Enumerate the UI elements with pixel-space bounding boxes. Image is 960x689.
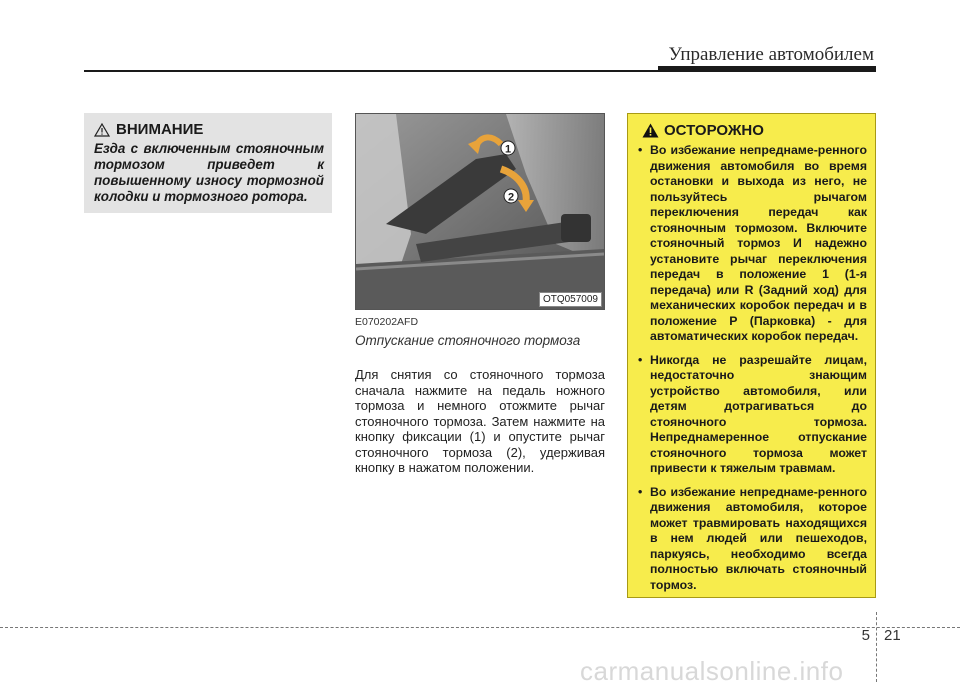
header-rule-accent	[658, 66, 876, 72]
section-ref-code: E070202AFD	[355, 316, 419, 328]
warning-item: • Во избежание непреднаме-ренного движения автомобиля во время остановки и выхода из него, не пользуйтесь рычагом переключения передач как стояночным тормозом. Включите стояночный тормоз И надежно установите рычаг переключения передач в положение 1 (1-я передача) или R (Задний ход) для механических коробок передач и в положение P (Парковка) - для автоматических коробок передач.	[636, 143, 867, 345]
callout-1: 1	[504, 143, 512, 156]
caution-box	[84, 113, 332, 213]
caution-heading	[94, 121, 324, 138]
warning-triangle-icon	[642, 123, 659, 138]
warning-item: • Никогда не разрешайте лицам, недостаточно знающим устройство автомобиля, или детям дотрагиваться до стояночного тормоза. Непреднамеренное отпускание стояночного тормоза может привести к тяжелым травмам.	[636, 353, 867, 477]
parking-brake-illustration	[356, 114, 604, 309]
warning-list	[636, 143, 867, 593]
page-header-title: Управление автомобилем	[668, 44, 874, 65]
caution-title: ВНИМАНИЕ	[116, 121, 204, 138]
footer-rule	[0, 627, 960, 628]
warning-item: • Во избежание непреднаме-ренного движения автомобиля, которое может травмировать находящихся в нем людей или пешеходов, паркуясь, необходимо всегда полностью включать стояночный тормоз.	[636, 485, 867, 594]
section-title: Отпускание стояночного тормоза	[355, 333, 581, 348]
warning-triangle-icon	[94, 123, 110, 137]
warning-box	[627, 113, 876, 598]
figure-code: OTQ057009	[539, 292, 602, 307]
callout-2: 2	[507, 191, 515, 204]
warning-heading	[642, 122, 867, 139]
warning-title: ОСТОРОЖНО	[664, 122, 764, 139]
caution-text: Езда с включенным стояночным тормозом приведет к повышенному износу тормозной колодки и тормозного ротора.	[94, 141, 324, 204]
chapter-number: 5	[861, 627, 870, 644]
watermark: carmanualsonline.info	[580, 656, 844, 686]
parking-brake-photo	[355, 113, 605, 310]
page-number: 21	[884, 627, 901, 644]
footer-divider	[876, 612, 877, 682]
section-body: Для снятия со стояночного тормоза сначала нажмите на педаль ножного тормоза и немного отожмите рычаг стояночного тормоза. Затем нажмите на кнопку фиксации (1) и опустите рычаг стояночного тормоза (2), удерживая кнопку в нажатом положении.	[355, 367, 605, 475]
